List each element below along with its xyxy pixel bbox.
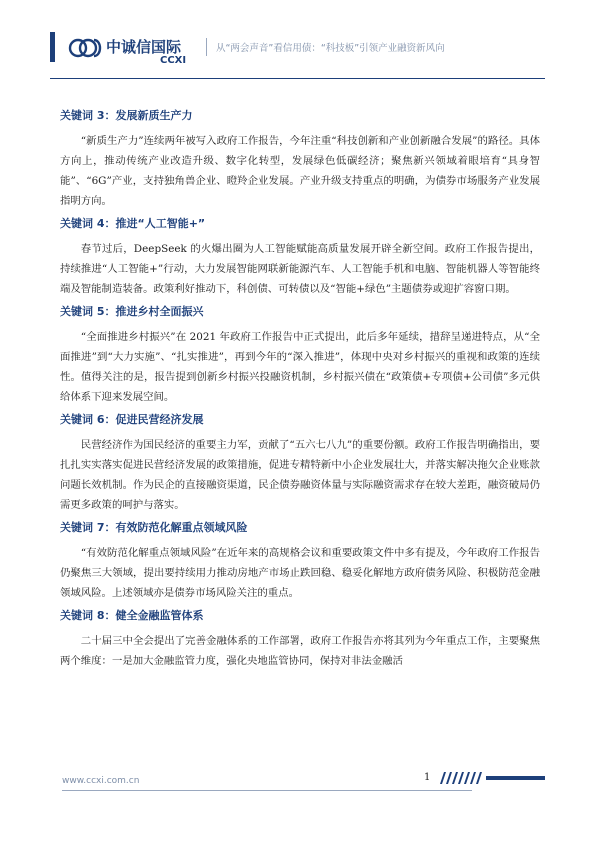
page-number: 1 <box>424 772 431 783</box>
keyword-section-4 <box>60 216 540 299</box>
logo-chinese-name: 中诚信国际 <box>106 38 182 56</box>
section-paragraph: 民营经济作为国民经济的重要主力军，贡献了“五六七八九”的重要份额。政府工作报告明确指出，要扎扎实实落实促进民营经济发展的政策措施，促进专精特新中小企业发展壮大，并落实解决拖欠企业账款问题长效机制。作为民企的直接融资渠道，民企债券融资体量与实际融资需求存在较大差距，融资破局仍需更多政策的呵护与落实。 <box>60 439 540 511</box>
page-header <box>0 0 595 88</box>
section-paragraph: 春节过后，DeepSeek 的火爆出圈为人工智能赋能高质量发展开辟全新空间。政府工作报告提出，持续推进“人工智能+”行动，大力发展智能网联新能源汽车、人工智能手机和电脑、智能机器人等智能终端及智能制造装备。政策利好推动下，科创债、可转债以及“智能+绿色”主题债券或迎扩容窗口期。 <box>60 243 540 295</box>
keyword-heading: 关键词 8：健全金融监管体系 <box>60 609 204 622</box>
header-accent-bar <box>50 32 55 62</box>
keyword-section-5 <box>60 304 540 407</box>
keyword-section-7 <box>60 520 540 603</box>
keyword-heading: 关键词 7：有效防范化解重点领域风险 <box>60 521 248 534</box>
keyword-heading: 关键词 3：发展新质生产力 <box>60 109 193 122</box>
report-title: 从“两会声音”看信用债：“科技板”引领产业融资新风向 <box>216 43 445 54</box>
keyword-section-3 <box>60 108 540 211</box>
footer-stripes-decoration <box>440 772 545 784</box>
document-body <box>60 108 540 676</box>
footer-website: www.ccxi.com.cn <box>62 776 140 786</box>
section-paragraph: “全面推进乡村振兴”在 2021 年政府工作报告中正式提出，此后多年延续，措辞呈递进特点，从“全面推进”到“大力实施”、“扎实推进”，再到今年的“深入推进”，体现中央对乡村振兴的重视和政策的连续性。值得关注的是，报告提到创新乡村振兴投融资机制，乡村振兴债在“政策债+专项债+公司债”多元供给体系下迎来发展空间。 <box>60 331 540 403</box>
header-divider <box>206 38 207 56</box>
keyword-section-8 <box>60 608 540 671</box>
section-paragraph: “有效防范化解重点领域风险”在近年来的高规格会议和重要政策文件中多有提及，今年政府工作报告仍聚焦三大领域，提出要持续用力推动房地产市场止跌回稳、稳妥化解地方政府债务风险、积极防范金融领域风险。上述领域亦是债券市场风险关注的重点。 <box>60 547 540 599</box>
keyword-heading: 关键词 6：促进民营经济发展 <box>60 413 204 426</box>
section-paragraph: 二十届三中全会提出了完善金融体系的工作部署，政府工作报告亦将其列为今年重点工作，主要聚焦两个维度：一是加大金融监管力度，强化央地监管协同，保持对非法金融活 <box>60 635 540 667</box>
footer-rule <box>62 790 472 791</box>
keyword-heading: 关键词 5：推进乡村全面振兴 <box>60 305 204 318</box>
ccxi-logo-icon <box>68 34 104 62</box>
section-paragraph: “新质生产力”连续两年被写入政府工作报告，今年注重“科技创新和产业创新融合发展”的路径。具体方向上，推动传统产业改造升级、数字化转型，发展绿色低碳经济；聚焦新兴领域着眼培育“具身智能”、“6G”产业，支持独角兽企业、瞪羚企业发展。产业升级支持重点的明确，为债券市场服务产业发展指明方向。 <box>60 135 540 207</box>
keyword-section-6 <box>60 412 540 515</box>
header-rule <box>50 78 545 79</box>
logo-english-name: CCXI <box>160 55 187 66</box>
keyword-heading: 关键词 4：推进“人工智能+” <box>60 217 206 230</box>
